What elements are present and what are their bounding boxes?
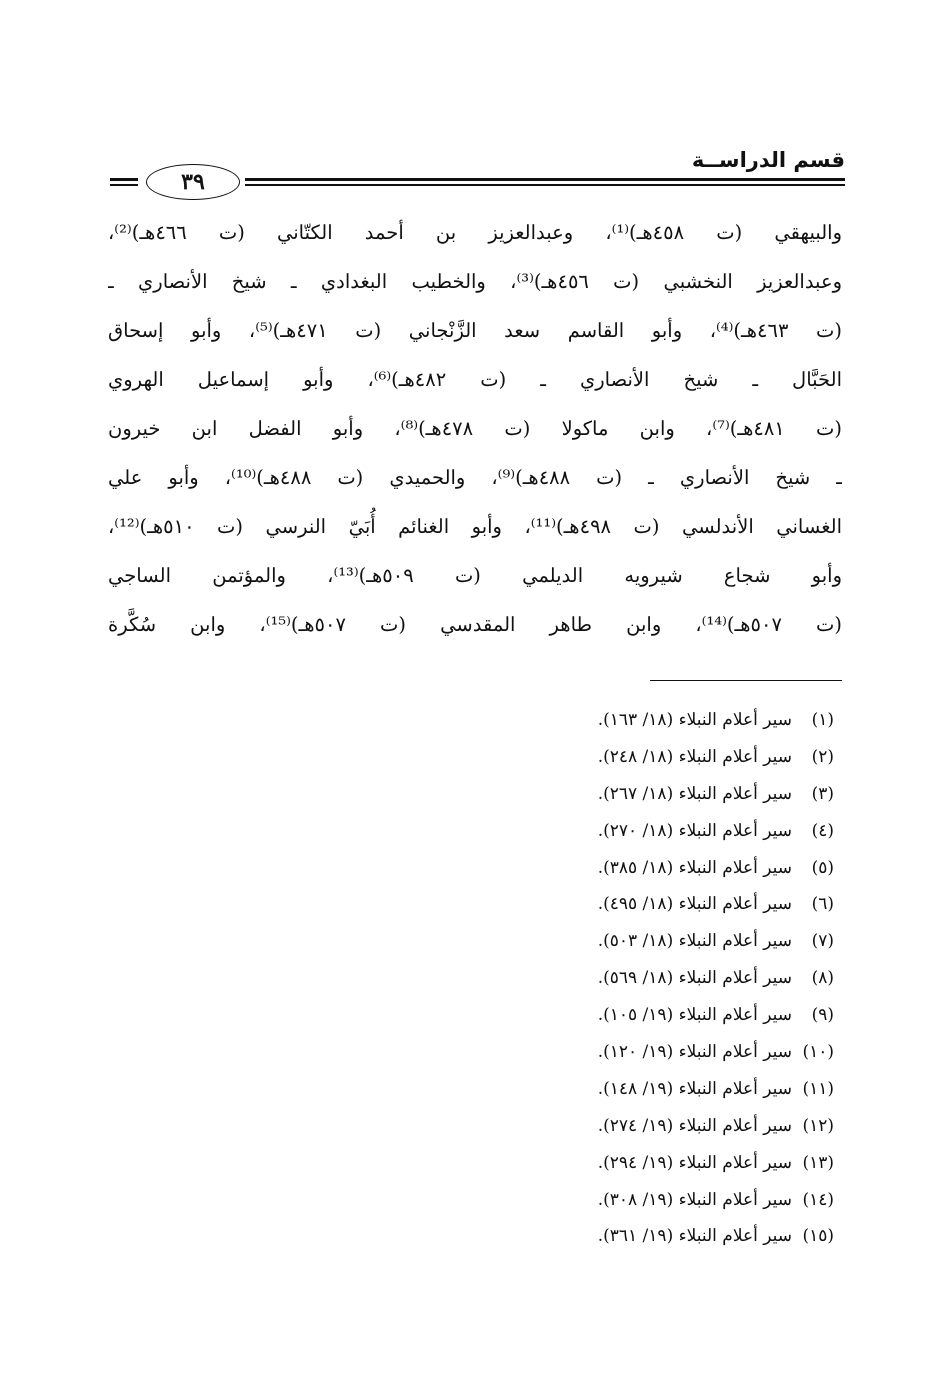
footnote-item	[300, 1108, 834, 1145]
footnote-item	[300, 923, 834, 960]
footnote-text: سير أعلام النبلاء (١٨/ ٥٦٩).	[597, 968, 792, 989]
footnote-number: (٤)	[811, 820, 834, 841]
header-rule-left-thin	[110, 184, 138, 186]
body-line: والبيهقي (ت ٤٥٨هـ)⁽¹⁾، وعبدالعزيز بن أحمد الكتّاني (ت ٤٦٦هـ)⁽²⁾،	[108, 221, 842, 244]
footnote-text: سير أعلام النبلاء (١٩/ ٢٧٤).	[597, 1115, 792, 1136]
header-rule	[245, 178, 845, 181]
footnote-text: سير أعلام النبلاء (١٩/ ٢٩٤).	[597, 1152, 792, 1173]
footnote-text: سير أعلام النبلاء (١٨/ ٤٩٥).	[597, 894, 792, 915]
footnote-item	[300, 702, 834, 739]
footnote-text: سير أعلام النبلاء (١٨/ ٥٠٣).	[597, 931, 792, 952]
header-rule-thin	[245, 184, 845, 186]
footnote-number: (٩)	[811, 1005, 834, 1026]
footnote-text: سير أعلام النبلاء (١٨/ ٣٨٥).	[597, 857, 792, 878]
footnote-number: (١٢)	[802, 1115, 834, 1136]
body-line: (ت ٤٨١هـ)⁽⁷⁾، وابن ماكولا (ت ٤٧٨هـ)⁽⁸⁾، وأبو الفضل ابن خيرون	[108, 417, 842, 440]
body-line: ـ شيخ الأنصاري ـ (ت ٤٨٨هـ)⁽⁹⁾، والحميدي (ت ٤٨٨هـ)⁽¹⁰⁾، وأبو علي	[108, 466, 842, 489]
footnote-number: (٦)	[811, 894, 834, 915]
footnote-number: (٨)	[811, 968, 834, 989]
body-line: وعبدالعزيز النخشبي (ت ٤٥٦هـ)⁽³⁾، والخطيب البغدادي ـ شيخ الأنصاري ـ	[108, 270, 842, 293]
footnote-item	[300, 960, 834, 997]
footnote-item	[300, 1218, 834, 1255]
footnote-text: سير أعلام النبلاء (١٩/ ٣٦١).	[597, 1226, 792, 1247]
footnote-separator	[650, 680, 842, 681]
footnote-item	[300, 997, 834, 1034]
footnote-number: (١١)	[802, 1078, 834, 1099]
footnote-item	[300, 850, 834, 887]
footnote-text: سير أعلام النبلاء (١٨/ ٢٤٨).	[597, 746, 792, 767]
body-line: (ت ٤٦٣هـ)⁽⁴⁾، وأبو القاسم سعد الزَّنْجاني (ت ٤٧١هـ)⁽⁵⁾، وأبو إسحاق	[108, 319, 842, 342]
footnote-text: سير أعلام النبلاء (١٩/ ١٠٥).	[597, 1005, 792, 1026]
footnote-text: سير أعلام النبلاء (١٨/ ١٦٣).	[597, 710, 792, 730]
footnote-item	[300, 1182, 834, 1219]
body-line: الحَبَّال ـ شيخ الأنصاري ـ (ت ٤٨٢هـ)⁽⁶⁾، وأبو إسماعيل الهروي	[108, 368, 842, 391]
footnote-number: (١)	[811, 710, 834, 730]
footnote-item	[300, 1145, 834, 1182]
footnote-item	[300, 1034, 834, 1071]
footnotes	[300, 702, 834, 1255]
footnote-number: (١٠)	[802, 1042, 834, 1063]
footnote-item	[300, 776, 834, 813]
footnote-text: سير أعلام النبلاء (١٨/ ٢٦٧).	[597, 783, 792, 804]
body-text	[108, 208, 842, 649]
footnote-number: (٥)	[811, 857, 834, 878]
footnote-number: (٢)	[811, 746, 834, 767]
footnote-item	[300, 886, 834, 923]
footnote-number: (٣)	[811, 783, 834, 804]
footnote-number: (١٥)	[802, 1226, 834, 1247]
footnote-number: (١٣)	[802, 1152, 834, 1173]
header-rule-left	[110, 178, 138, 181]
footnote-item	[300, 813, 834, 850]
footnote-text: سير أعلام النبلاء (١٩/ ٣٠٨).	[597, 1189, 792, 1210]
footnote-number: (٧)	[811, 931, 834, 952]
footnote-item	[300, 1071, 834, 1108]
page-header	[110, 148, 845, 198]
footnote-text: سير أعلام النبلاء (١٩/ ١٤٨).	[597, 1078, 792, 1099]
body-line: وأبو شجاع شيرويه الديلمي (ت ٥٠٩هـ)⁽¹³⁾، والمؤتمن الساجي	[108, 564, 842, 587]
footnote-number: (١٤)	[802, 1189, 834, 1210]
body-line: الغساني الأندلسي (ت ٤٩٨هـ)⁽¹¹⁾، وأبو الغنائم أُبَيّ النرسي (ت ٥١٠هـ)⁽¹²⁾،	[108, 515, 842, 538]
section-title: قسم الدراســة	[691, 148, 845, 172]
body-line: (ت ٥٠٧هـ)⁽¹⁴⁾، وابن طاهر المقدسي (ت ٥٠٧هـ)⁽¹⁵⁾، وابن سُكَّرة	[108, 613, 842, 636]
page-number: ٣٩	[146, 164, 240, 200]
footnote-text: سير أعلام النبلاء (١٩/ ١٢٠).	[597, 1042, 792, 1063]
footnote-item	[300, 739, 834, 776]
footnote-text: سير أعلام النبلاء (١٨/ ٢٧٠).	[597, 820, 792, 841]
